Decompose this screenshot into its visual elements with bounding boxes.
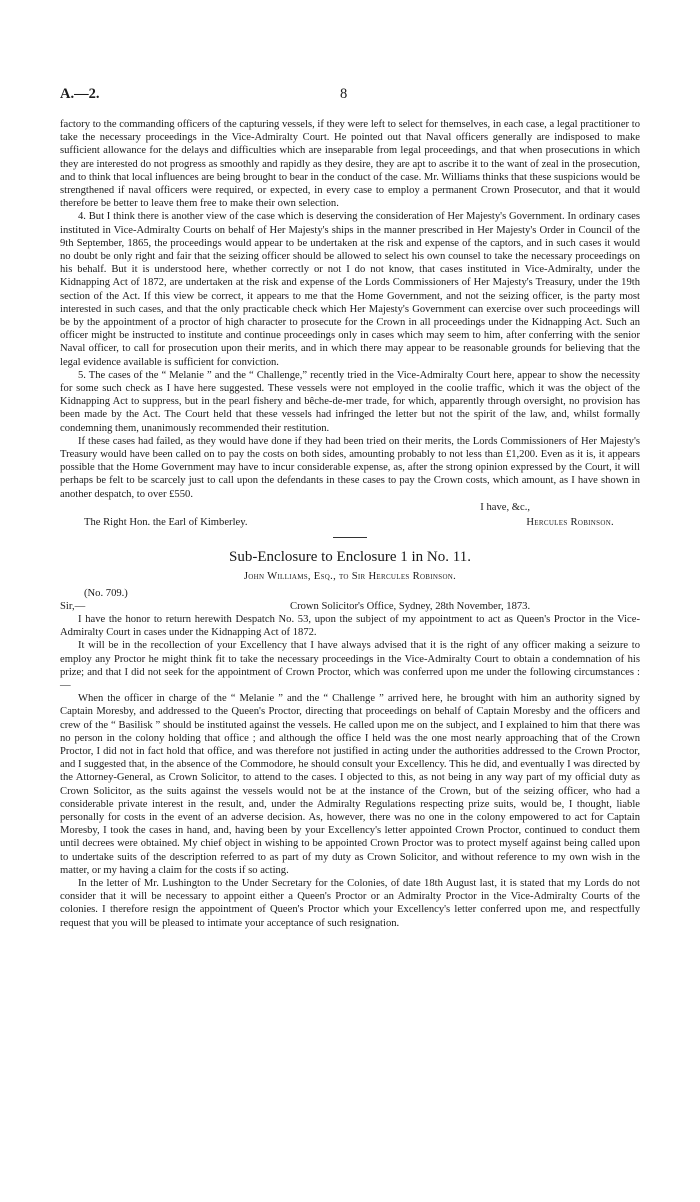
paragraph-continuation: factory to the commanding officers of the capturing vessels, if they were left to select for themselves, in each case, a legal practitioner to take the necessary proceedings in the Vice-Admiralty Court. He pointed out that Naval officers generally are indisposed to make sufficient allowance for the delays and difficulties which are inseparable from legal proceedings, and that when prosecutions in which they are interested do not progress as smoothly and rapidly as they desire, they are apt to ascribe it to the want of zeal in the prosecution, and to think that local influences are being brought to bear in the conduct of the case. Mr. Williams thinks that these suspicions would be strengthened if naval officers were required, or expected, in every case to employ a permanent Crown Prosecutor, and that it would therefore be better to leave them free to make their own selection.	[60, 119, 640, 210]
document-body	[60, 118, 640, 930]
page-number: 8	[340, 86, 348, 102]
salutation-row	[60, 600, 640, 613]
letter-reference-number: (No. 709.)	[84, 587, 128, 599]
paragraph-4: 4. But I think there is another view of the case which is deserving the consideration of Her Majesty's Government. In ordinary cases instituted in Vice-Admiralty Courts on behalf of Her Majesty's ships in the manner prescribed in Her Majesty's Order in Council of the 9th September, 1865, the proceedings would appear to be undertaken at the risk and expense of the captors, and in such cases it would no doubt be only right and fair that the seizing officer should be allowed to select his own counsel to take the necessary proceedings on his behalf. But it is understood here, whether correctly or not I do not know, that cases instituted in Vice-Admiralty, under the Kidnapping Act of 1872, are undertaken at the risk and expense of the Lords Commissioners of Her Majesty's Treasury, under the 19th section of the Act. If this view be correct, it appears to me that the Home Government, and not the seizing officer, is the party most interested in such cases, and that the only practicable check which Her Majesty's Government can exercise over such proceedings will be by the appointment of a proctor of high character to prosecute for the Crown in all proceedings under the Kidnapping Act. Such an officer might be instructed to institute and continue proceedings only in cases which may seem to him, after conferring with the senior Naval officer, to call for prosecution upon their merits, and in which there may appear to be reasonable grounds for believing that the legal evidence available is sufficient for conviction.	[60, 211, 640, 368]
paragraph-5: 5. The cases of the “ Melanie ” and the “ Challenge,” recently tried in the Vice-Admiralty Court here, appear to show the necessity for some such check as I have here suggested. These vessels were not employed in the coolie traffic, which it was the object of the Kidnapping Act to suppress, but in the pearl fishery and bêche-de-mer trade, for which, apparently through oversight, no provision has been made by the Act. The Court held that these vessels had infringed the letter but not the spirit of the law, and, whilst formally condemning them, unanimously recommended their restitution.	[60, 369, 640, 434]
place-date: Crown Solicitor's Office, Sydney, 28th November, 1873.	[290, 600, 531, 612]
sub-enclosure-from: John Williams, Esq., to Sir Hercules Robinson.	[243, 571, 457, 583]
letter-paragraph-3: When the officer in charge of the “ Melanie ” and the “ Challenge ” arrived here, he brought with him an authority signed by Captain Moresby, and addressed to the Queen's Proctor, directing that proceedings on behalf of Captain Moresby and the officers and crew of the “ Basilisk ” should be instituted against the vessels. He called upon me on the subject, and I explained to him that there was no person in the colony holding that office ; and although the office I held was the one most nearly approaching that of the Crown Proctor, I did not in fact hold that office, and was therefore not justified in acting under the authorities addressed to the Crown Proctor, and I suggested that, in the absence of the Commodore, he should consult your Excellency. This he did, and eventually I was directed by the Attorney-General, as Crown Solicitor, to attend to the cases. I objected to this, as not being in any way part of my official duty as Crown Solicitor, as the suits against the vessels would not be at the instance of the Crown, but of the seizing officer, who had a considerable private interest in the result, and, under the Admiralty Regulations respecting prize suits, would be, I thought, liable personally for costs in the event of an adverse decision. As, however, there was no one in the colony empowered to act for Captain Moresby, I took the cases in hand, and, having been by your Excellency's letter appointed Crown Proctor, continued to conduct them until decrees were obtained. My chief object in wishing to be appointed Crown Proctor was to protect myself against being called upon to undertake suits of the description referred to as part of my duty as Crown Solicitor, and without reference to my own wish in the matter, or my having a claim for the costs if so acting.	[60, 693, 640, 876]
document-reference: A.—2.	[60, 86, 100, 102]
section-divider	[333, 537, 367, 538]
letter-paragraph-1: I have the honor to return herewith Despatch No. 53, upon the subject of my appointment to act as Queen's Proctor in the Vice-Admiralty Court in cases under the Kidnapping Act of 1872.	[60, 613, 640, 639]
signature: Hercules Robinson.	[526, 517, 614, 529]
sub-enclosure-title: Sub-Enclosure to Enclosure 1 in No. 11.	[229, 549, 471, 566]
letter-paragraph-4: In the letter of Mr. Lushington to the Under Secretary for the Colonies, of date 18th August last, it is stated that my Lords do not consider that it will be necessary to appoint either a Queen's Proctor or an Admiralty Proctor in the Vice-Admiralty Courts of the colonies. I therefore resign the appointment of Queen's Proctor which your Excellency's letter conferred upon me, and respectfully request that you will be pleased to intimate your acceptance of such resignation.	[60, 877, 640, 929]
salutation: Sir,—	[60, 600, 86, 612]
paragraph-costs: If these cases had failed, as they would have done if they had been tried on their merits, the Lords Commissioners of Her Majesty's Treasury would have been called on to pay the costs on both sides, amounting probably to not less than £1,200. Even as it is, it appears possible that the Home Government may have to incur considerable expense, as, after the strong opinion expressed by the Court, it will perhaps be felt to be scarcely just to call upon the defendants in these cases to pay the Crown costs, which amount, as I have shown in another despatch, to over £550.	[60, 435, 640, 500]
letter-paragraph-2: It will be in the recollection of your Excellency that I have always advised that it is the right of any officer making a seizure to employ any Proctor he might think fit to take the necessary proceedings in the Vice-Admiralty Court to obtain a condemnation of his prize; and that I did not seek for the appointment of Crown Proctor, which was conferred upon me under the following circumstances :—	[60, 640, 640, 691]
closing-row	[60, 516, 640, 529]
addressee: The Right Hon. the Earl of Kimberley.	[84, 517, 248, 529]
closing-i-have: I have, &c.,	[480, 501, 530, 513]
